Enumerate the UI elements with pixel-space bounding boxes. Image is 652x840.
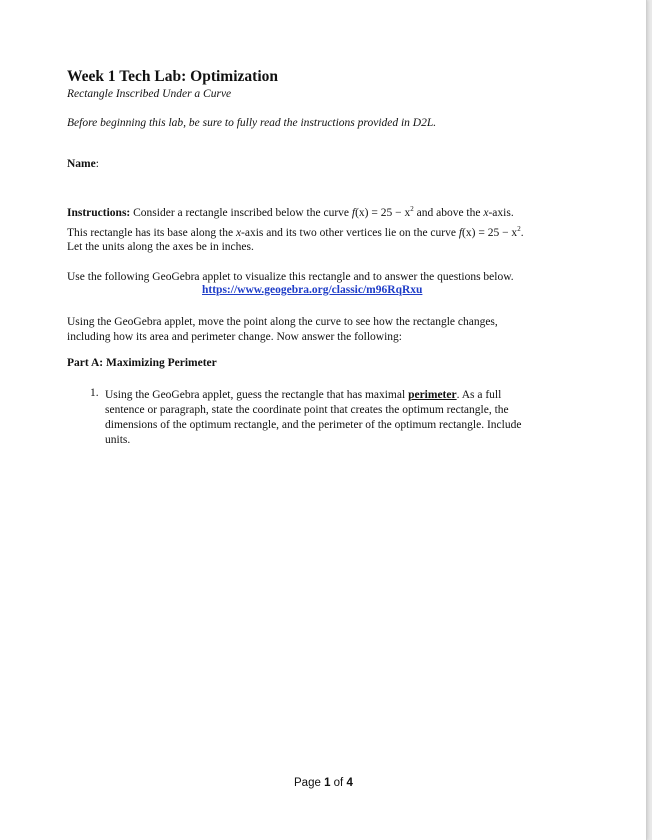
document-title: Week 1 Tech Lab: Optimization	[67, 68, 278, 85]
function-expression-2: (x) = 25 − x	[462, 227, 518, 239]
function-expression-1: (x) = 25 − x	[355, 207, 411, 219]
move-instruction-line-2: including how its area and perimeter change. Now answer the following:	[67, 331, 402, 343]
question-1-line-1: Using the GeoGebra applet, guess the rectangle that has maximal perimeter. As a full	[105, 389, 502, 401]
name-colon: :	[95, 158, 99, 170]
instructions-line-2: This rectangle has its base along the x-axis and its two other vertices lie on the curve $f(x) = 25 - x^2$.	[67, 225, 524, 239]
question-1-line-4: units.	[105, 434, 131, 446]
document-subtitle: Rectangle Inscribed Under a Curve	[67, 88, 232, 100]
name-line	[67, 158, 99, 170]
instructions-line-1: Instructions: Consider a rectangle inscribed below the curve $f(x) = 25 - x^2$ and above the x-axis.	[67, 205, 514, 219]
instructions-line-3: Let the units along the axes be in inches.	[67, 241, 254, 253]
page-footer: Page 1 of 4	[294, 777, 353, 789]
move-instruction-line-1: Using the GeoGebra applet, move the point along the curve to see how the rectangle changes,	[67, 316, 498, 328]
part-a-heading: Part A: Maximizing Perimeter	[67, 357, 217, 369]
question-1-number: 1.	[90, 387, 99, 399]
geogebra-link[interactable]: https://www.geogebra.org/classic/m96RqRxu	[202, 284, 423, 296]
name-label: Name	[67, 158, 96, 170]
applet-instruction: Use the following GeoGebra applet to visualize this rectangle and to answer the questions below.	[67, 271, 514, 283]
question-1-line-3: dimensions of the optimum rectangle, and the perimeter of the optimum rectangle. Include	[105, 419, 522, 431]
d2l-note: Before beginning this lab, be sure to fully read the instructions provided in D2L.	[67, 117, 437, 129]
current-page-number: 1	[324, 777, 331, 789]
instructions-label: Instructions:	[67, 207, 131, 219]
total-pages: 4	[346, 777, 353, 789]
perimeter-emphasis: perimeter	[408, 389, 457, 401]
question-1-line-2: sentence or paragraph, state the coordinate point that creates the optimum rectangle, the	[105, 404, 509, 416]
